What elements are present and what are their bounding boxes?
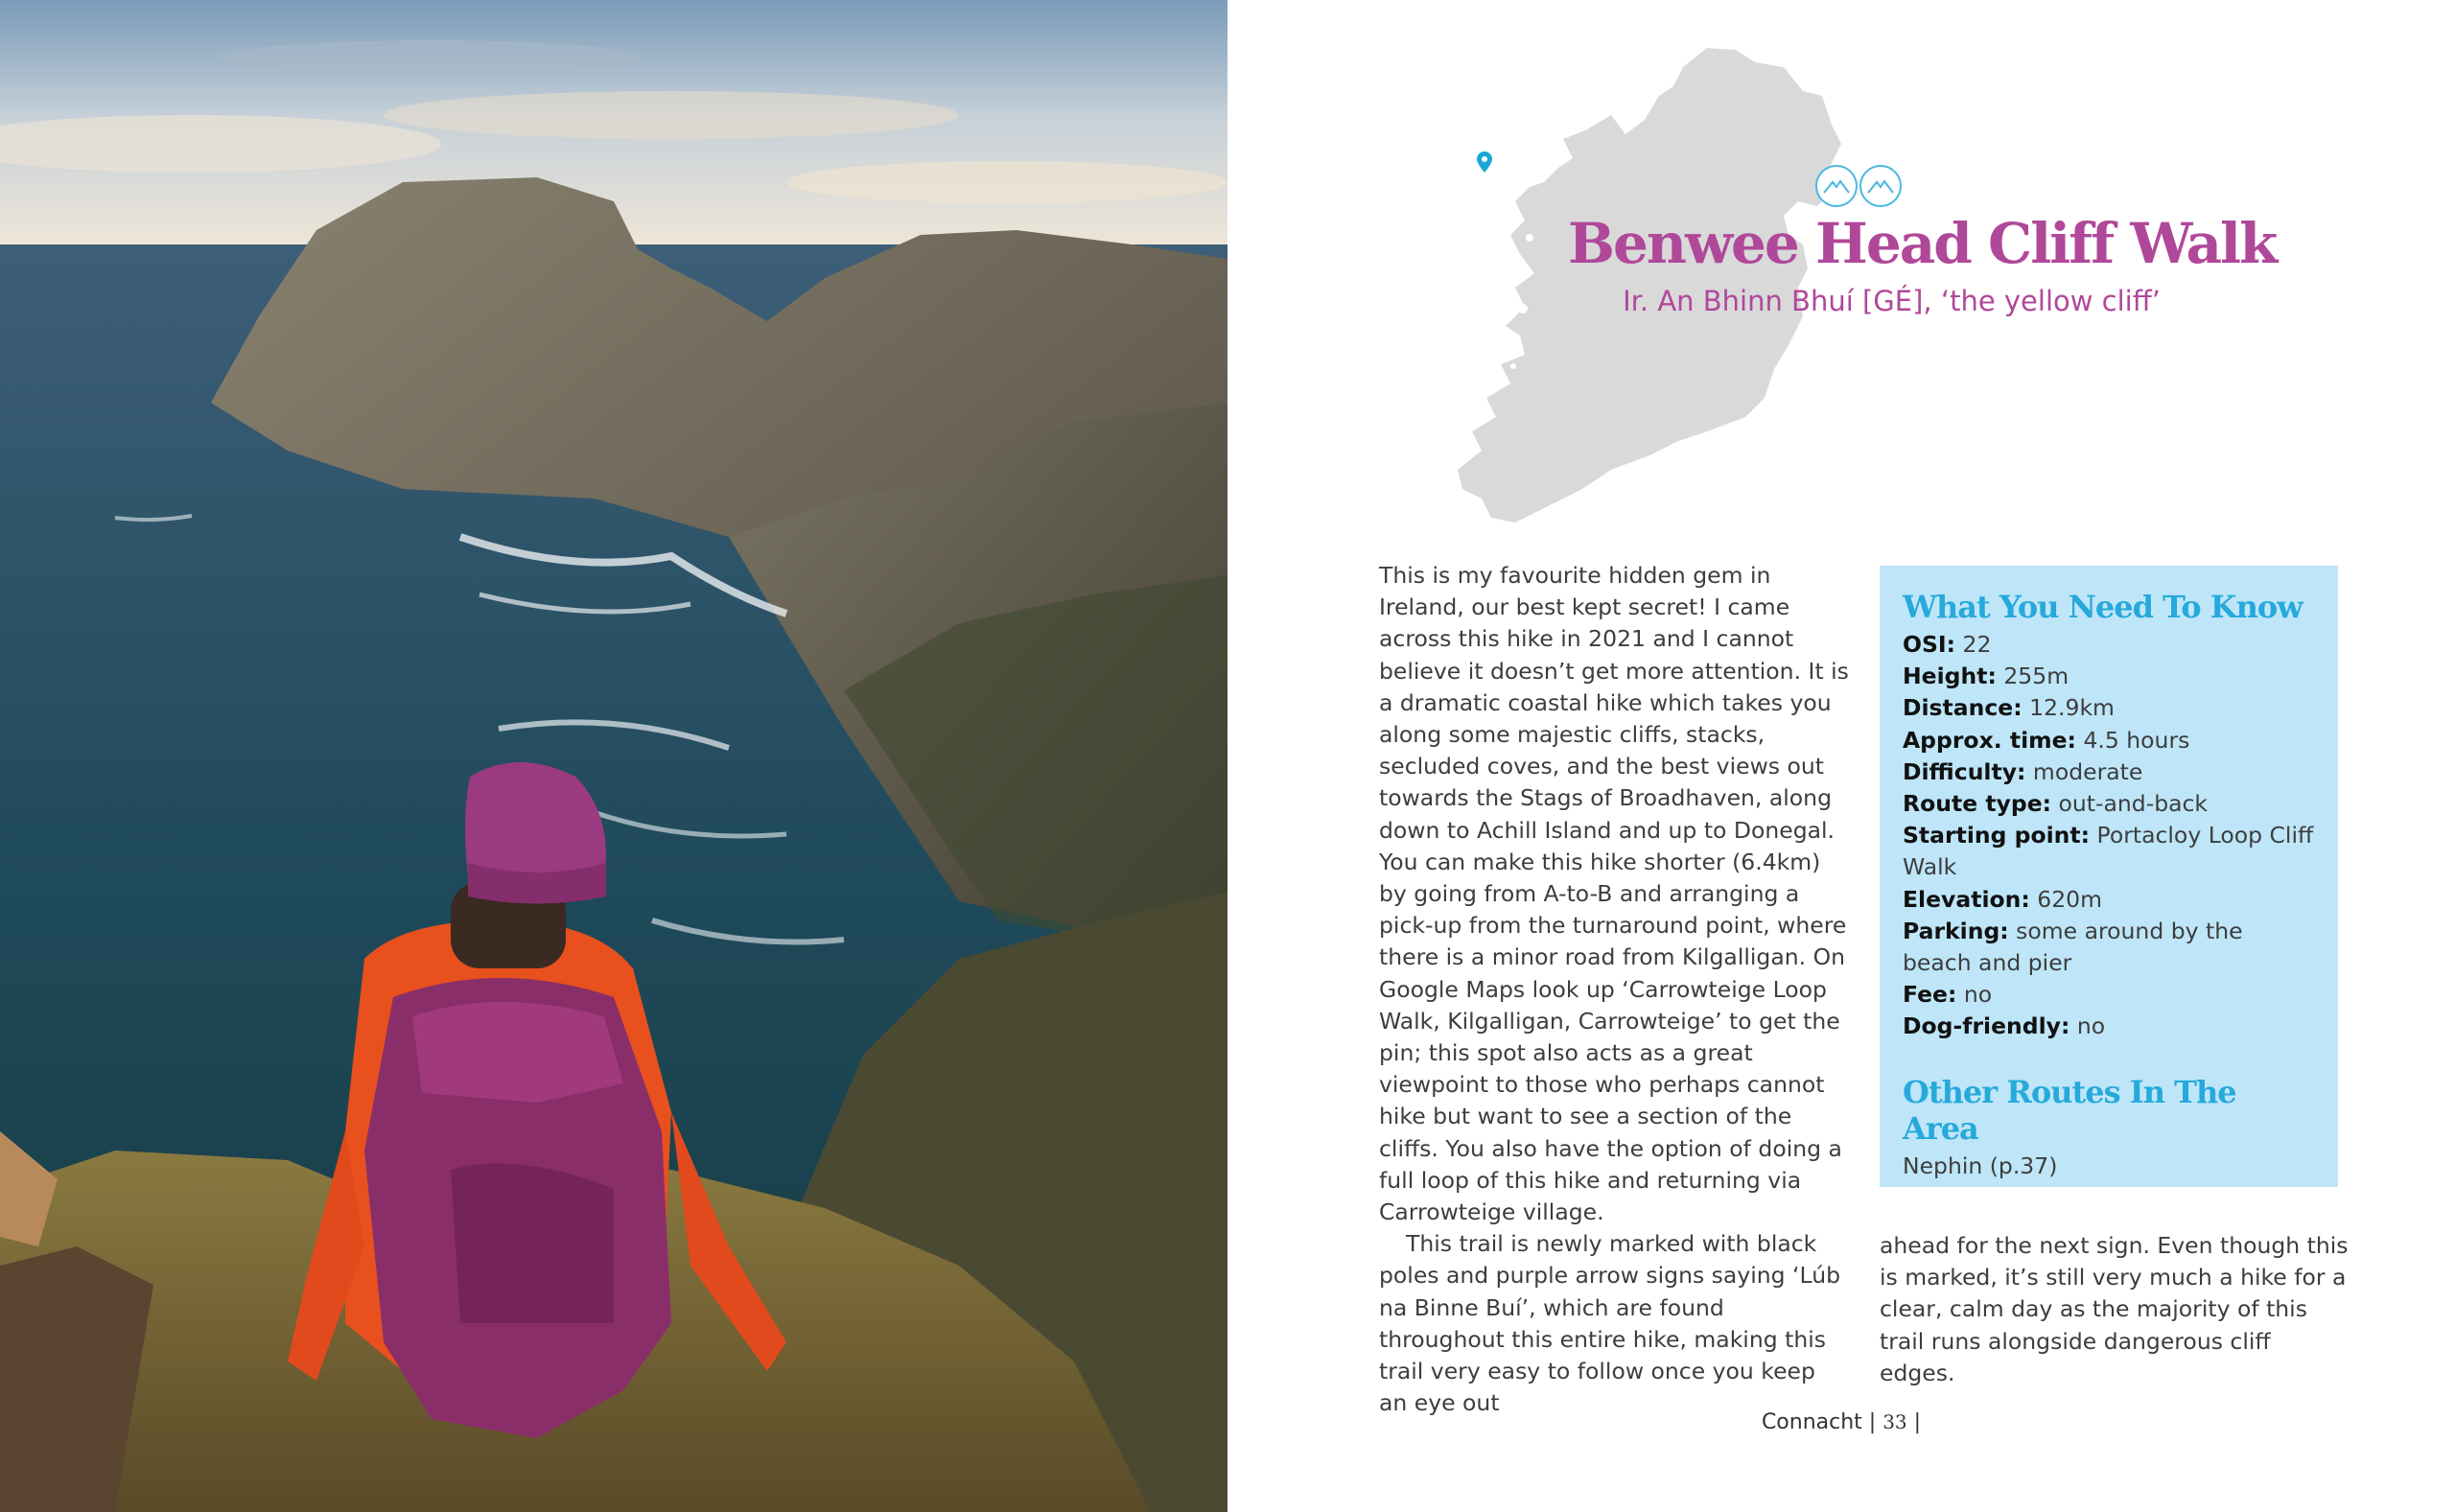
page-footer	[1228, 1410, 2455, 1434]
body-column-2	[1880, 1230, 2350, 1389]
other-routes-text: Nephin (p.37)	[1903, 1151, 2058, 1179]
info-label: Parking:	[1903, 917, 2009, 944]
footer-divider: |	[1868, 1410, 1883, 1434]
info-row	[1903, 725, 2315, 756]
footer-section: Connacht	[1761, 1410, 1862, 1434]
other-routes-heading: Other Routes In The Area	[1903, 1073, 2236, 1147]
info-row	[1903, 692, 2315, 724]
info-row	[1903, 820, 2315, 883]
body-column-1	[1379, 560, 1849, 1419]
info-row	[1903, 979, 2315, 1011]
ireland-map-illustration	[1419, 38, 1880, 527]
info-label: Difficulty:	[1903, 757, 2026, 785]
info-value: 620m	[2037, 885, 2103, 913]
info-value: moderate	[2032, 757, 2143, 785]
info-label: Fee:	[1903, 981, 1957, 1009]
info-label: Approx. time:	[1903, 726, 2076, 754]
text-page	[1228, 0, 2455, 1512]
page-title: Benwee Head Cliff Walk	[1568, 211, 2277, 276]
info-label: Route type:	[1903, 790, 2052, 818]
info-row	[1903, 884, 2315, 916]
info-value: no	[2076, 1012, 2106, 1040]
info-label: OSI:	[1903, 631, 1956, 658]
info-label: Starting point:	[1903, 822, 2091, 849]
info-value: no	[1963, 981, 1993, 1009]
info-box-heading: What You Need To Know	[1903, 589, 2303, 625]
info-label: Dog-friendly:	[1903, 1012, 2070, 1040]
body-paragraph-1: This is my favourite hidden gem in Ireland, our best kept secret! I came across this hike in 2021 and I cannot believe it doesn’t get more attention. It is a dramatic coastal hike which takes you along some majestic cliffs, stacks, secluded coves, and the best views out towards the Stags of Broadhaven, along down to Achill Island and up to Donegal. You can make this hike shorter (6.4km) by going from A-to-B and arranging a pick-up from the turnaround point, where there is a minor road from Kilgalligan. On Google Maps look up ‘Carrowteige Loop Walk, Kilgalligan, Carrowteige’ to get the pin; this spot also acts as a great viewpoint to those who perhaps cannot hike but want to see a section of the cliffs. You also have the option of doing a full loop of this hike and returning via Carrowteige village.	[1379, 562, 1849, 1226]
info-row	[1903, 916, 2315, 979]
footer-divider: |	[1906, 1410, 1922, 1434]
info-box	[1880, 566, 2338, 1187]
info-value: 255m	[2003, 663, 2069, 690]
info-value: out-and-back	[2058, 790, 2209, 818]
info-row	[1903, 629, 2315, 661]
body-paragraph-2: This trail is newly marked with black poles and purple arrow signs saying ‘Lúb na Binne Buí’, which are found throughout this entire hike, making this trail very easy to follow once you keep an eye out	[1379, 1230, 1841, 1417]
page-number: 33	[1882, 1410, 1907, 1433]
body-paragraph-2-continued: ahead for the next sign. Even though this is marked, it’s still very much a hike for a clear, calm day as the majority of this trail runs alongside dangerous cliff edges.	[1880, 1232, 2349, 1386]
info-label: Height:	[1903, 663, 1997, 690]
info-label: Elevation:	[1903, 885, 2030, 913]
info-value: 22	[1962, 631, 1992, 658]
info-row	[1903, 661, 2315, 692]
page-subtitle: Ir. An Bhinn Bhuí [GÉ], ‘the yellow cliff’	[1623, 285, 2161, 317]
info-value: Portacloy Loop Cliff Walk	[1903, 822, 2314, 881]
info-row	[1903, 756, 2315, 788]
ireland-map	[1419, 38, 1880, 527]
info-value: 12.9km	[2029, 694, 2115, 722]
info-value: 4.5 hours	[2083, 726, 2190, 754]
info-value: some around by the beach and pier	[1903, 917, 2243, 977]
difficulty-icons	[1815, 165, 1902, 207]
info-row	[1903, 788, 2315, 820]
mountain-icon	[1859, 165, 1902, 207]
info-row	[1903, 1011, 2315, 1042]
mountain-icon	[1815, 165, 1858, 207]
location-pin-icon	[1477, 151, 1492, 173]
info-label: Distance:	[1903, 694, 2022, 722]
